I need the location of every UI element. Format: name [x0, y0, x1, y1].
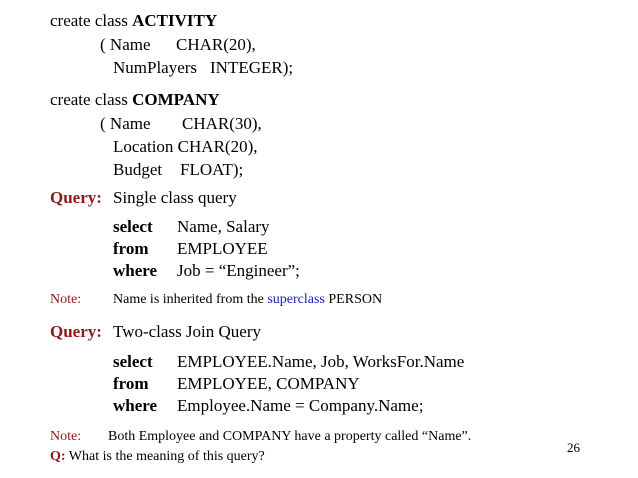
- question-label: Q:: [50, 449, 66, 464]
- query-1-where-value: Job = “Engineer”;: [177, 261, 300, 280]
- company-line-3: Location CHAR(20),: [113, 137, 258, 156]
- query-2-select-value: EMPLOYEE.Name, Job, WorksFor.Name: [177, 352, 465, 371]
- note-1-text-start: Name is inherited from the: [113, 292, 268, 307]
- query-1-from-value: EMPLOYEE: [177, 239, 268, 258]
- activity-line-3: NumPlayers: [113, 58, 198, 77]
- create-class-text: create class: [50, 90, 133, 109]
- question-text: What is the meaning of this query?: [65, 449, 265, 464]
- company-line-4: Budget: [113, 160, 163, 179]
- query-1-from-keyword: from: [113, 239, 149, 258]
- create-class-text: create class: [50, 11, 133, 30]
- activity-line-3-type: INTEGER);: [210, 58, 294, 77]
- query-2-where-value: Employee.Name = Company.Name;: [177, 396, 424, 415]
- query-2-label: Query:: [50, 322, 102, 341]
- query-2-from-value: EMPLOYEE, COMPANY: [177, 374, 360, 393]
- note-2-label: Note:: [50, 429, 82, 444]
- company-line-2: ( Name: [100, 114, 151, 133]
- query-1-description: Single class query: [113, 188, 237, 207]
- activity-line-2: ( Name: [100, 35, 151, 54]
- query-1-select-keyword: select: [113, 217, 153, 236]
- note-1-text: [113, 293, 382, 307]
- query-2-select-keyword: select: [113, 352, 153, 371]
- superclass-term: superclass: [267, 292, 325, 307]
- company-line-2-type: CHAR(30),: [182, 114, 262, 133]
- class-name-activity: ACTIVITY: [132, 11, 218, 30]
- class-name-company: COMPANY: [132, 90, 220, 109]
- note-1-label: Note:: [50, 292, 82, 307]
- activity-line-2-type: CHAR(20),: [176, 35, 256, 54]
- query-1-where-keyword: where: [113, 261, 158, 280]
- query-2-where-keyword: where: [113, 396, 158, 415]
- query-2-from-keyword: from: [113, 374, 149, 393]
- page-number: 26: [567, 440, 580, 455]
- question-line: [50, 450, 265, 464]
- query-2-description: Two-class Join Query: [113, 322, 262, 341]
- query-1-label: Query:: [50, 188, 102, 207]
- company-line-1: [50, 91, 220, 108]
- query-1-select-value: Name, Salary: [177, 217, 270, 236]
- company-line-4-type: FLOAT);: [180, 160, 244, 179]
- activity-line-1: [50, 12, 217, 29]
- note-2-text: Both Employee and COMPANY have a property called “Name”.: [108, 429, 472, 444]
- note-1-text-end: PERSON: [324, 292, 383, 307]
